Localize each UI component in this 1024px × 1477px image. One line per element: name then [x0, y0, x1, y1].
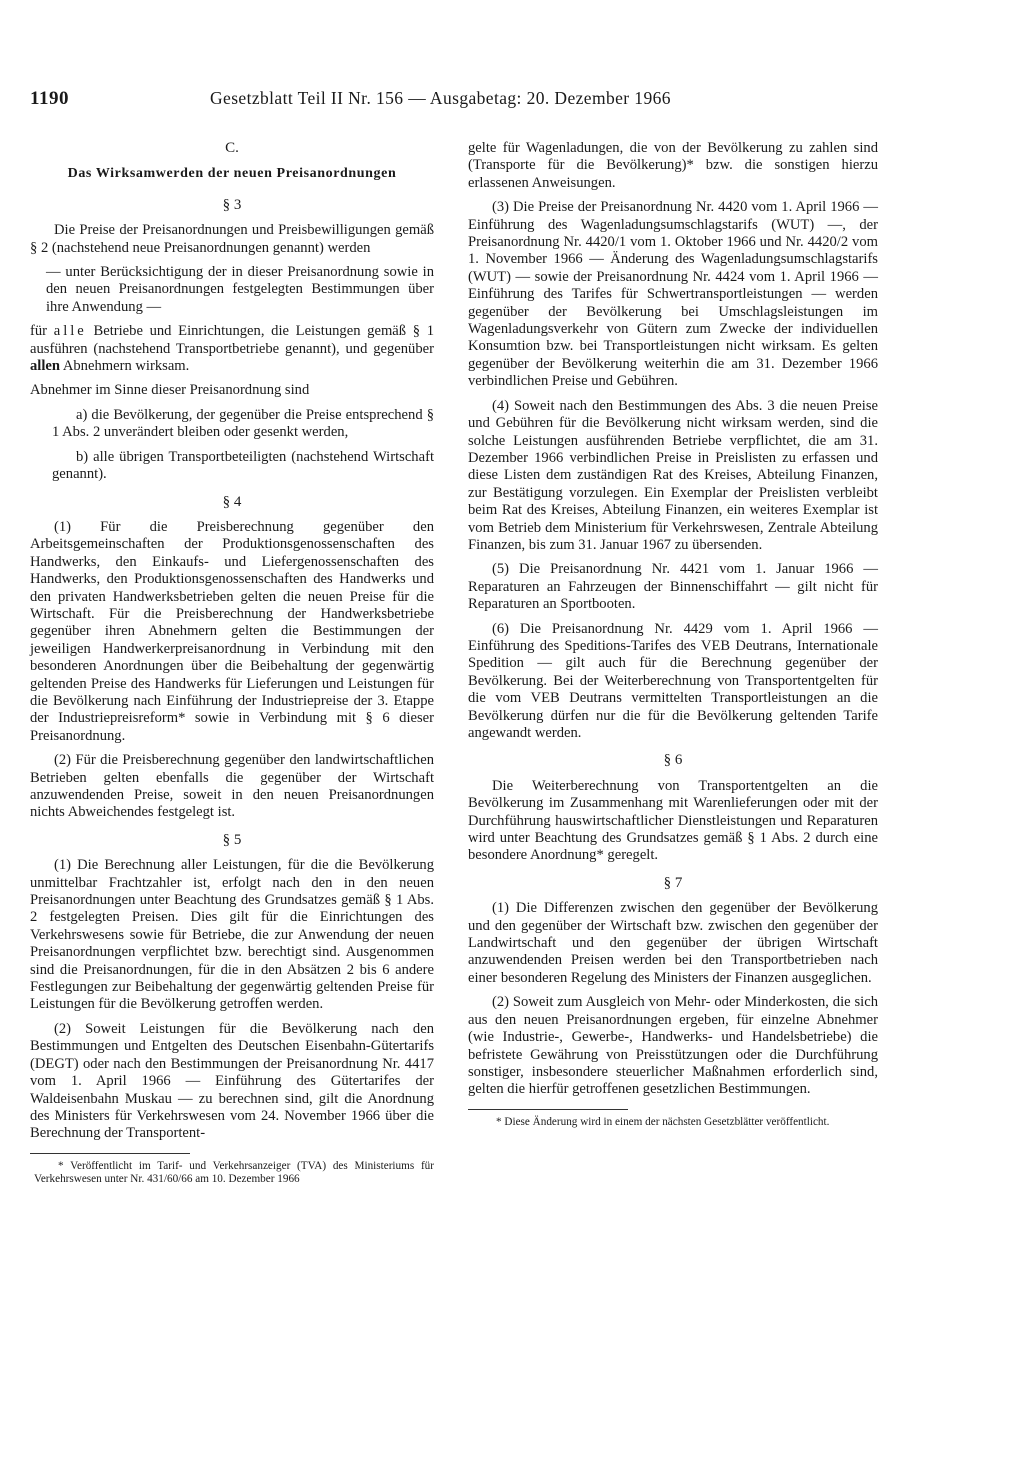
paragraph-5-text-1: (1) Die Berechnung aller Leistungen, für die die Bevölkerung unmittelbar Frachtzahler ist, erfolgt nach den in den neuen Preisanordnungen unter Beachtung des Grundsatzes gemäß § 1 Abs. 2 festgelegten Preisen. Dies gilt für die Einrichtungen des Verkehrswesens sowie für Betriebe, die zur Anwendung der neuen Preisanordnungen verpflichtet bzw. berechtigt sind. Ausgenommen sind die Preisanordnungen, für die in den Absätzen 2 bis 6 andere Festlegungen zur Beibehaltung der gegenwärtig geltenden Preise für Leistungen für die Bevölkerung getroffen werden.	[30, 857, 434, 1013]
gazette-title: Gesetzblatt Teil II Nr. 156 — Ausgabetag: 20. Dezember 1966	[210, 88, 671, 108]
page-number: 1190	[30, 88, 69, 109]
paragraph-3-intro: Die Preise der Preisanordnungen und Preisbewilligungen gemäß § 2 (nachstehend neue Preisanordnungen genannt) werden	[30, 222, 434, 256]
paragraph-6-text: Die Weiterberechnung von Transportentgelten an die Bevölkerung im Zusammenhang mit Warenlieferungen oder mit der Durchführung hauswirtschaftlicher Dienstleistungen und Reparaturen wird unter Beachtung des Grundsatzes gemäß § 1 Abs. 2 durch eine besondere Anordnung* geregelt.	[468, 777, 878, 864]
for-all-post: Abnehmern wirksam.	[62, 358, 190, 375]
paragraph-4-text-2: (2) Für die Preisberechnung gegenüber den landwirtschaftlichen Betrieben gelten ebenfalls die gegenüber der Wirtschaft anzuwendenden Preise, soweit in den neuen Preisanordnungen nichts Abweichendes festgelegt ist.	[30, 752, 434, 821]
paragraph-3-item-b: b) alle übrigen Transportbeteiligten (nachstehend Wirtschaft genannt).	[52, 448, 434, 483]
paragraph-5-text-4: (4) Soweit nach den Bestimmungen des Abs. 3 die neuen Preise und Gebühren für die Bevölkerung nicht wirksam werden, sind die solche Leistungen ausführenden Betriebe verpflichtet, die am 31. Dezember 1966 verbindlichen Preise in Preislisten zu erfassen und diese Listen dem zuständigen Rat des Kreises, Abteilung Finanzen, zur Bestätigung vorzulegen. Ein Exemplar der Preislisten verbleibt beim Rat des Kreises, Abteilung Finanzen, ein weiteres Exemplar ist vom Betrieb dem Ministerium für Verkehrswesen, Zentrale Abteilung Finanzen, bis zum 31. Januar 1967 zu übersenden.	[468, 397, 878, 553]
paragraph-3-customers-intro: Abnehmer im Sinne dieser Preisanordnung sind	[30, 382, 310, 399]
footnote-divider	[468, 1109, 628, 1110]
paragraph-5-heading: § 5	[222, 831, 242, 848]
paragraph-5-text-6: (6) Die Preisanordnung Nr. 4429 vom 1. April 1966 — Einführung des Speditions-Tarifes des VEB Deutrans, Internationale Spedition — gilt auch für die Berechnung gegenüber der Bevölkerung. Bei der Weiterberechnung von Transportentgelten für die vom VEB Deutrans vermittelten Transportleistungen an die Bevölkerung dürfen nur die für die Bevölkerung geltenden Tarife angewandt werden.	[468, 620, 878, 741]
section-letter: C.	[225, 140, 239, 156]
for-all-bold-word: allen	[30, 358, 60, 375]
footnote-divider	[30, 1153, 190, 1154]
footnote-right: * Diese Änderung wird in einem der nächsten Gesetzblätter veröffentlicht.	[496, 1115, 830, 1128]
paragraph-5-text-2: (2) Soweit Leistungen für die Bevölkerung nach den Bestimmungen und Entgelten des Deutschen Eisenbahn-Gütertarifs (DEGT) oder nach den Bestimmungen der Preisanordnung Nr. 4417 vom 1. April 1966 — Einführung des Gütertarifes der Waldeisenbahn Muskau — zu berechnen sind, gilt die Anordnung des Ministers für Verkehrswesen vom 24. November 1966 über die Berechnung der Transportent-	[30, 1020, 434, 1142]
footnote-left: * Veröffentlicht im Tarif- und Verkehrsanzeiger (TVA) des Ministeriums für Verkehrswesen unter Nr. 431/60/66 am 10. Dezember 1966	[34, 1159, 434, 1185]
paragraph-5-text-3: (3) Die Preise der Preisanordnung Nr. 4420 vom 1. April 1966 — Einführung des Wagenladungsumschlagstarifs (WUT) —, der Preisanordnung Nr. 4420/1 vom 1. Oktober 1966 und Nr. 4420/2 vom 1. November 1966 — Änderung des Wagenladungsumschlagstarifs (WUT) — sowie der Preisanordnung Nr. 4424 vom 1. April 1966 — Einführung des Tarifes für Schwertransportleistungen — werden gegenüber der Bevölkerung bei Umschlagsleistungen im Wagenladungsverkehr von Gütern zum Zwecke der individuellen Konsumtion bzw. bei Transportleistungen nicht wirksam. Es gelten gegenüber der Bevölkerung weiterhin die am 31. Dezember 1966 verbindlichen Preise und Gebühren.	[468, 199, 878, 390]
paragraph-5-text-5: (5) Die Preisanordnung Nr. 4421 vom 1. Januar 1966 — Reparaturen an Fahrzeugen der Binnenschiffahrt — gilt nicht für Reparaturen an Sportbooten.	[468, 561, 878, 613]
for-all-mid: Betriebe und Einrichtungen, die Leistungen gemäß § 1 ausführen (nachstehend Transportbetriebe genannt), und gegenüber	[30, 323, 435, 357]
paragraph-3-dash-item: — unter Berücksichtigung der in dieser Preisanordnung sowie in den neuen Preisanordnungen festgelegten Bestimmungen über ihre Anwendung —	[46, 264, 434, 315]
paragraph-6-heading: § 6	[663, 752, 683, 769]
paragraph-4-heading: § 4	[222, 493, 242, 510]
for-all-spaced-word: alle	[53, 323, 87, 340]
paragraph-7-text-1: (1) Die Differenzen zwischen den gegenüber der Bevölkerung und den gegenüber der Wirtschaft bzw. zwischen den gegenüber der Landwirtschaft und den gegenüber der übrigen Wirtschaft anzuwendenden Preisen werden bei den Transportbetrieben nach einer besonderen Regelung des Ministers der Finanzen ausgeglichen.	[468, 900, 878, 986]
paragraph-5-text-2-continued: gelte für Wagenladungen, die von der Bevölkerung zu zahlen sind (Transporte für die Bevölkerung)* bzw. die sonstigen hierzu erlassenen Anweisungen.	[468, 140, 878, 191]
paragraph-4-text-1: (1) Für die Preisberechnung gegenüber den Arbeitsgemeinschaften der Produktionsgenossenschaften des Handwerks, den Einkaufs- und Liefergenossenschaften des Handwerks, den Produktionsgenossenschaften des Handwerks und den privaten Handwerksbetrieben gelten die neuen Preise für die Wirtschaft. Für die Preisberechnung der Handwerksbetriebe gegenüber ihren Abnehmern gelten die Bestimmungen der jeweiligen Handwerkerpreisanordnung in Verbindung mit den besonderen Anordnungen über die Beibehaltung der gegenwärtig geltenden Preise des Handwerks für Lieferungen und Leistungen für die Bevölkerung nach Einführung der Industriepreise der 3. Etappe der Industriepreisreform* sowie in Verbindung mit § 6 dieser Preisanordnung.	[30, 518, 434, 744]
page-header	[30, 88, 698, 112]
for-all-pre: für	[30, 323, 48, 340]
paragraph-3-heading: § 3	[222, 196, 242, 213]
paragraph-3-item-a: a) die Bevölkerung, der gegenüber die Preise entsprechend § 1 Abs. 2 unverändert bleiben oder gesenkt werden,	[52, 406, 434, 441]
paragraph-3-for-all	[30, 323, 434, 375]
section-title: Das Wirksamwerden der neuen Preisanordnungen	[67, 166, 397, 182]
right-column	[468, 140, 878, 1136]
left-column	[30, 140, 434, 1193]
paragraph-7-text-2: (2) Soweit zum Ausgleich von Mehr- oder Minderkosten, die sich aus den neuen Preisanordnungen ergeben, für einzelne Abnehmer (wie Industrie-, Gewerbe-, Handwerks- und Handelsbetriebe) die befristete Gewährung von Preisstützungen oder die Durchführung sonstiger, insbesondere steuerlicher Maßnahmen erforderlich sind, gelten die hierfür getroffenen gesetzlichen Bestimmungen.	[468, 994, 878, 1098]
paragraph-7-heading: § 7	[663, 874, 683, 891]
